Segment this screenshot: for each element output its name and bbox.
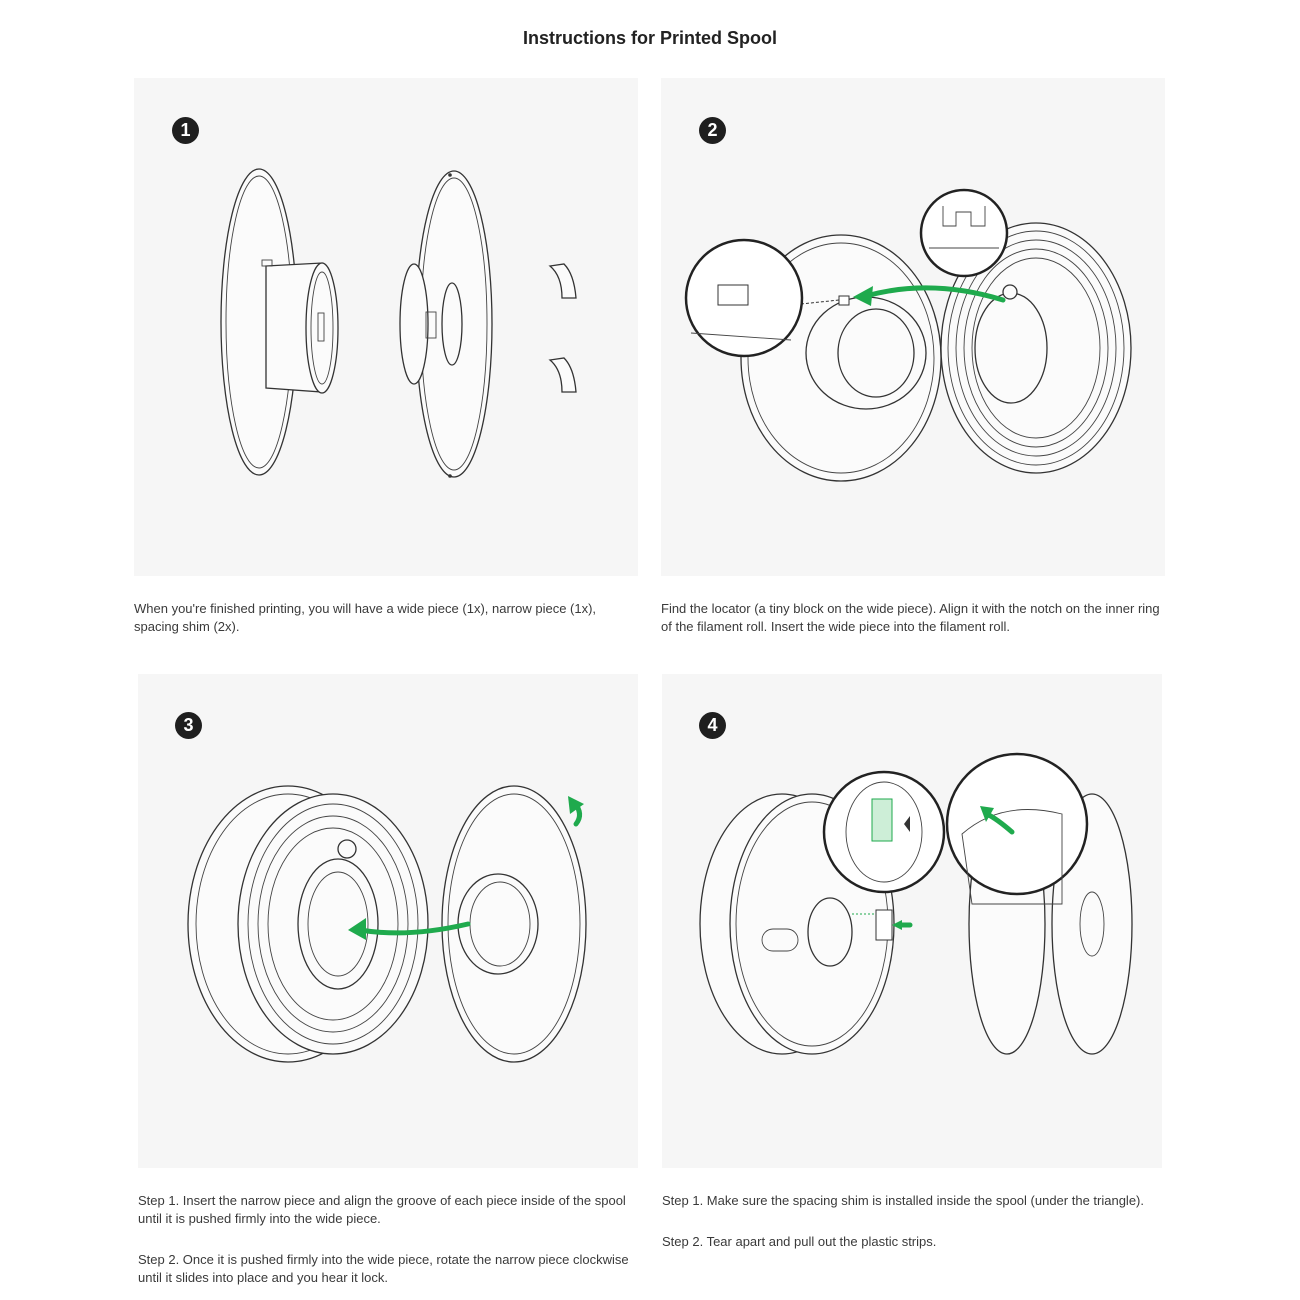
- insert-narrow-piece-drawing: [138, 674, 638, 1168]
- page-title: Instructions for Printed Spool: [522, 28, 777, 48]
- step-3-illustration: [138, 674, 638, 1168]
- step-2-caption: Find the locator (a tiny block on the wide piece). Align it with the notch on the inner ring of the filament roll. Insert the wide piece into the filament roll.: [661, 601, 1160, 634]
- step-1-number-badge: 1: [172, 117, 199, 144]
- step-1-illustration: [134, 78, 638, 576]
- step-1-caption: When you're finished printing, you will have a wide piece (1x), narrow piece (1x), spacing shim (2x).: [134, 601, 597, 634]
- step-4-caption-1: Step 1. Make sure the spacing shim is installed inside the spool (under the triangle).: [662, 1193, 1144, 1208]
- step-3-number-badge: 3: [175, 712, 202, 739]
- step-3-caption-2: Step 2. Once it is pushed firmly into the wide piece, rotate the narrow piece clockwise until it slides into place and you hear it lock.: [138, 1252, 629, 1285]
- step-2-illustration: [661, 78, 1165, 576]
- install-shim-drawing: [662, 674, 1162, 1168]
- step-4-illustration: [662, 674, 1162, 1168]
- step-4-caption-2: Step 2. Tear apart and pull out the plastic strips.: [662, 1234, 937, 1249]
- step-4-number-badge: 4: [699, 712, 726, 739]
- spool-parts-drawing: [134, 78, 638, 576]
- step-3-caption-1: Step 1. Insert the narrow piece and align the groove of each piece inside of the spool until it is pushed firmly into the wide piece.: [138, 1193, 626, 1226]
- align-locator-drawing: [661, 78, 1165, 576]
- step-2-number-badge: 2: [699, 117, 726, 144]
